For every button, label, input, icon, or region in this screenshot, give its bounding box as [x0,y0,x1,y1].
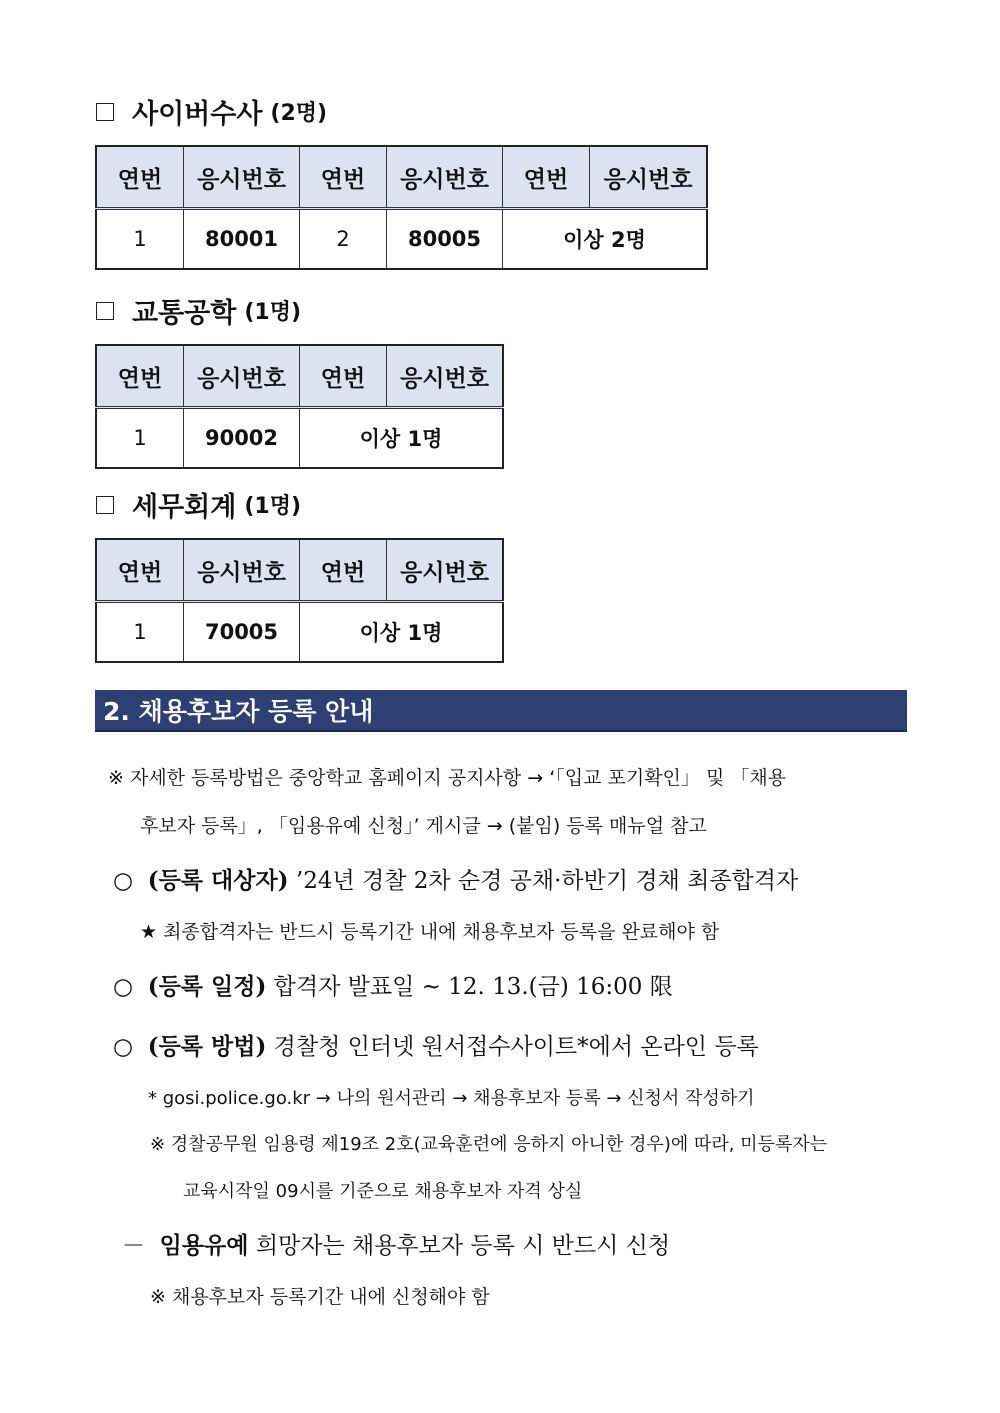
section-heading-cyber [96,92,327,131]
method-label: (등록 방법) [147,1033,267,1060]
schedule-label: (등록 일정) [147,973,267,1000]
column-header: 연번 [503,146,590,209]
table-header-row [96,345,503,408]
checkbox-square-icon [96,103,114,121]
section-title: 교통공학 [132,298,237,329]
table-row [96,408,503,469]
column-header: 응시번호 [387,539,504,602]
target-item [113,862,798,895]
method-text: 경찰청 인터넷 원서접수사이트*에서 온라인 등록 [273,1034,759,1060]
defer-label: 임용유예 [159,1232,249,1259]
method-note-2-line-1: ※ 경찰공무원 임용령 제19조 2호(교육훈련에 응하지 아니한 경우)에 따라, 미등록자는 [150,1134,828,1155]
notice-line-2: 후보자 등록」, 「임용유예 신청」’ 게시글 → (붙임) 등록 매뉴얼 참고 [140,815,707,837]
target-note: ★ 최종합격자는 반드시 등록기간 내에 채용후보자 등록을 완료해야 함 [140,921,720,943]
target-label: (등록 대상자) [147,867,289,894]
exam-number-cell: 80005 [387,209,503,270]
table-header-row [96,146,707,209]
column-header: 연번 [300,539,387,602]
exam-number-cell: 90002 [184,408,300,469]
column-header: 응시번호 [387,345,504,408]
total-cell: 이상 1명 [300,602,504,663]
result-table-tax [95,538,504,663]
section-title: 사이버수사 [132,99,263,130]
exam-number-cell: 70005 [184,602,300,663]
table-row [96,602,503,663]
checkbox-square-icon [96,302,114,320]
method-item [113,1028,759,1061]
schedule-item [113,968,673,1001]
section-count: (1명) [244,494,301,519]
table-row [96,209,707,270]
notice-line-1: ※ 자세한 등록방법은 중앙학교 홈페이지 공지사항 → ‘「입교 포기확인」 및 「채용 [108,767,787,789]
column-header: 응시번호 [387,146,503,209]
serial-cell: 1 [96,209,184,270]
method-note-2-line-2: 교육시작일 09시를 기준으로 채용후보자 자격 상실 [183,1181,583,1202]
column-header: 응시번호 [590,146,708,209]
bullet-circle: ○ [113,974,134,1000]
result-table-traffic [95,344,504,469]
result-table-cyber [95,145,708,270]
total-cell: 이상 1명 [300,408,504,469]
method-note-1: * gosi.police.go.kr → 나의 원서관리 → 채용후보자 등록 → 신청서 작성하기 [148,1088,755,1109]
defer-text: 희망자는 채용후보자 등록 시 반드시 신청 [255,1233,671,1259]
bullet-circle: ○ [113,1034,134,1060]
column-header: 연번 [300,146,387,209]
column-header: 연번 [300,345,387,408]
target-text: ’24년 경찰 2차 순경 공채·하반기 경채 최종합격자 [295,868,799,894]
section-heading-tax [96,485,301,524]
column-header: 응시번호 [184,345,300,408]
exam-number-cell: 80001 [184,209,300,270]
defer-note: ※ 채용후보자 등록기간 내에 신청해야 함 [150,1286,490,1308]
dash-bullet: － [122,1233,145,1259]
bullet-circle: ○ [113,868,134,894]
section-title: 세무회계 [132,492,237,523]
defer-item [122,1227,670,1260]
serial-cell: 1 [96,408,184,469]
column-header: 연번 [96,539,184,602]
section-band [95,690,907,732]
section-heading-traffic [96,291,301,330]
column-header: 연번 [96,345,184,408]
section-count: (2명) [270,101,328,126]
checkbox-square-icon [96,496,114,514]
guide-heading: 2. 채용후보자 등록 안내 [103,697,374,726]
column-header: 응시번호 [184,539,300,602]
table-header-row [96,539,503,602]
serial-cell: 1 [96,602,184,663]
section-count: (1명) [244,300,301,325]
column-header: 응시번호 [184,146,300,209]
schedule-text: 합격자 발표일 ~ 12. 13.(금) 16:00 限 [273,974,673,1000]
column-header: 연번 [96,146,184,209]
serial-cell: 2 [300,209,387,270]
total-cell: 이상 2명 [503,209,708,270]
